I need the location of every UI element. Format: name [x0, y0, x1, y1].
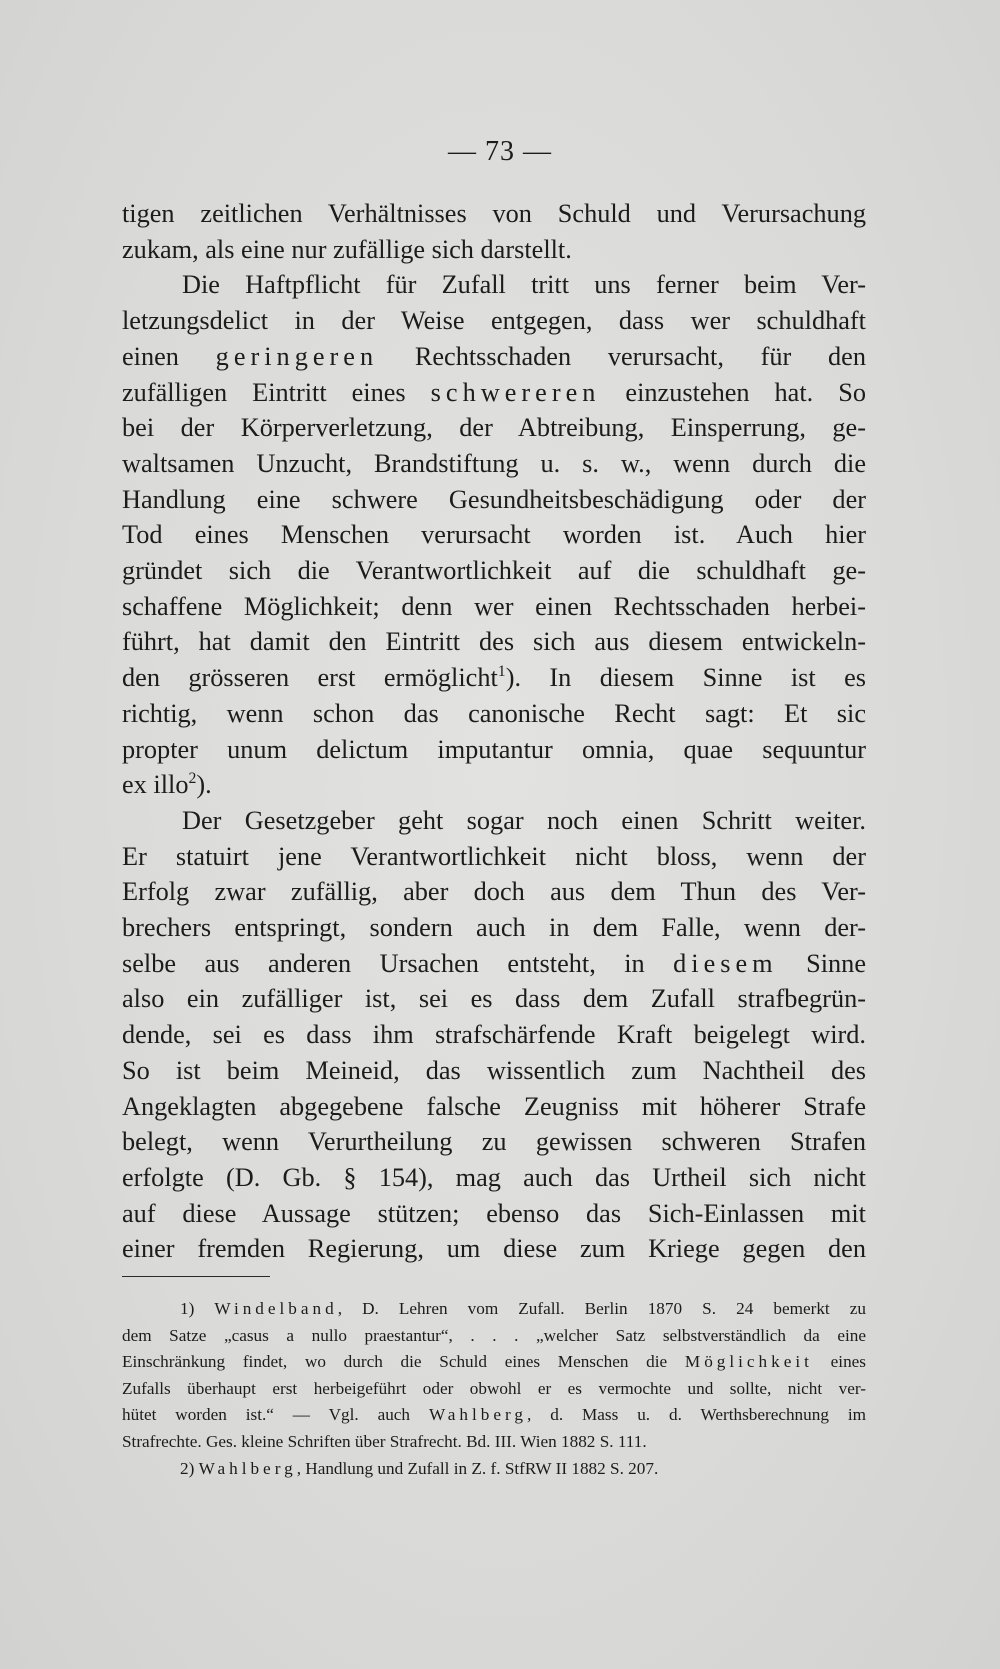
text-line: Handlung eine schwere Gesundheitsbeschädigung oder der — [122, 484, 866, 514]
emphasis: geringeren — [215, 341, 379, 371]
footnote-ref: 2 — [188, 770, 197, 788]
footnote-line: 1) Windelband, D. Lehren vom Zufall. Berlin 1870 S. 24 bemerkt zu — [180, 1299, 866, 1318]
text-line: also ein zufälliger ist, sei es dass dem Zufall strafbegrün- — [122, 984, 866, 1014]
text-line: ex illo$^2$). — [122, 770, 212, 800]
footnotes — [122, 1296, 866, 1482]
footnote-line: 2) Wahlberg, Handlung und Zufall in Z. f. StfRW II 1882 S. 207. — [180, 1458, 659, 1478]
footnote-ref: 1 — [497, 663, 506, 681]
text-line: brechers entspringt, sondern auch in dem Falle, wenn der- — [122, 913, 866, 943]
text-line: Angeklagten abgegebene falsche Zeugniss mit höherer Strafe — [122, 1091, 866, 1121]
text-line: belegt, wenn Verurtheilung zu gewissen schweren Strafen — [122, 1127, 866, 1157]
emphasis: Möglichkeit — [684, 1352, 813, 1372]
footnote-line: dem Satze „casus a nullo praestantur“, . . . „welcher Satz selbstverständlich da eine — [122, 1325, 866, 1345]
text-line: Tod eines Menschen verursacht worden ist. Auch hier — [122, 520, 866, 550]
text-line: gründet sich die Verantwortlichkeit auf die schuldhaft ge- — [122, 556, 866, 586]
text-line: tigen zeitlichen Verhältnisses von Schuld und Verursachung — [122, 199, 866, 228]
footnote-line: Strafrechte. Ges. kleine Schriften über Strafrecht. Bd. III. Wien 1882 S. 111. — [122, 1431, 647, 1451]
text-line: selbe aus anderen Ursachen entsteht, in diesem Sinne — [122, 948, 866, 978]
footnote-line: hütet worden ist.“ — Vgl. auch Wahlberg, d. Mass u. d. Werthsberechnung im — [122, 1405, 866, 1425]
text-line: richtig, wenn schon das canonische Recht sagt: Et sic — [122, 698, 866, 728]
footnote-divider — [122, 1276, 270, 1277]
text-line: einer fremden Regierung, um diese zum Kriege gegen den — [122, 1234, 866, 1264]
author-name: Windelband — [214, 1299, 338, 1318]
text-line: Er statuirt jene Verantwortlichkeit nicht bloss, wenn der — [122, 841, 866, 871]
author-name: Wahlberg — [198, 1458, 297, 1478]
text-line: Die Haftpflicht für Zufall tritt uns ferner beim Ver- — [182, 270, 866, 300]
text-line: dende, sei es dass ihm strafschärfende Kraft beigelegt wird. — [122, 1020, 866, 1050]
text-line: propter unum delictum imputantur omnia, quae sequuntur — [122, 734, 866, 764]
text-line: erfolgte (D. Gb. § 154), mag auch das Urtheil sich nicht — [122, 1162, 866, 1192]
footnote-line: Einschränkung findet, wo durch die Schuld eines Menschen die Möglichkeit eines — [122, 1352, 866, 1372]
text-line: bei der Körperverletzung, der Abtreibung, Einsperrung, ge- — [122, 413, 866, 443]
text-line: einen geringeren Rechtsschaden verursacht, für den — [122, 341, 866, 371]
text-line: führt, hat damit den Eintritt des sich aus diesem entwickeln- — [122, 627, 866, 657]
text-line: zufälligen Eintritt eines schwereren einzustehen hat. So — [122, 377, 867, 407]
author-name: Wahlberg — [428, 1405, 528, 1425]
text-line: auf diese Aussage stützen; ebenso das Sich-Einlassen mit — [122, 1198, 866, 1228]
footnote-line: Zufalls überhaupt erst herbeigeführt oder obwohl er es vermochte und sollte, nicht ver- — [122, 1378, 866, 1398]
page-number: — 73 — — [448, 136, 552, 167]
emphasis: schwereren — [430, 377, 601, 407]
text-line: schaffene Möglichkeit; denn wer einen Rechtsschaden herbei- — [122, 591, 866, 621]
text-line: So ist beim Meineid, das wissentlich zum Nachtheil des — [122, 1055, 866, 1085]
text-line: letzungsdelict in der Weise entgegen, dass wer schuldhaft — [122, 306, 866, 336]
text-line: waltsamen Unzucht, Brandstiftung u. s. w., wenn durch die — [122, 448, 866, 478]
text-line: Der Gesetzgeber geht sogar noch einen Schritt weiter. — [182, 805, 866, 835]
main-text — [122, 196, 866, 1267]
text-line: den grösseren erst ermöglicht$^1$). In diesem Sinne ist es — [122, 663, 866, 693]
emphasis: diesem — [673, 948, 778, 978]
text-line: Erfolg zwar zufällig, aber doch aus dem Thun des Ver- — [122, 877, 866, 907]
text-line: zukam, als eine nur zufällige sich darstellt. — [122, 234, 572, 264]
